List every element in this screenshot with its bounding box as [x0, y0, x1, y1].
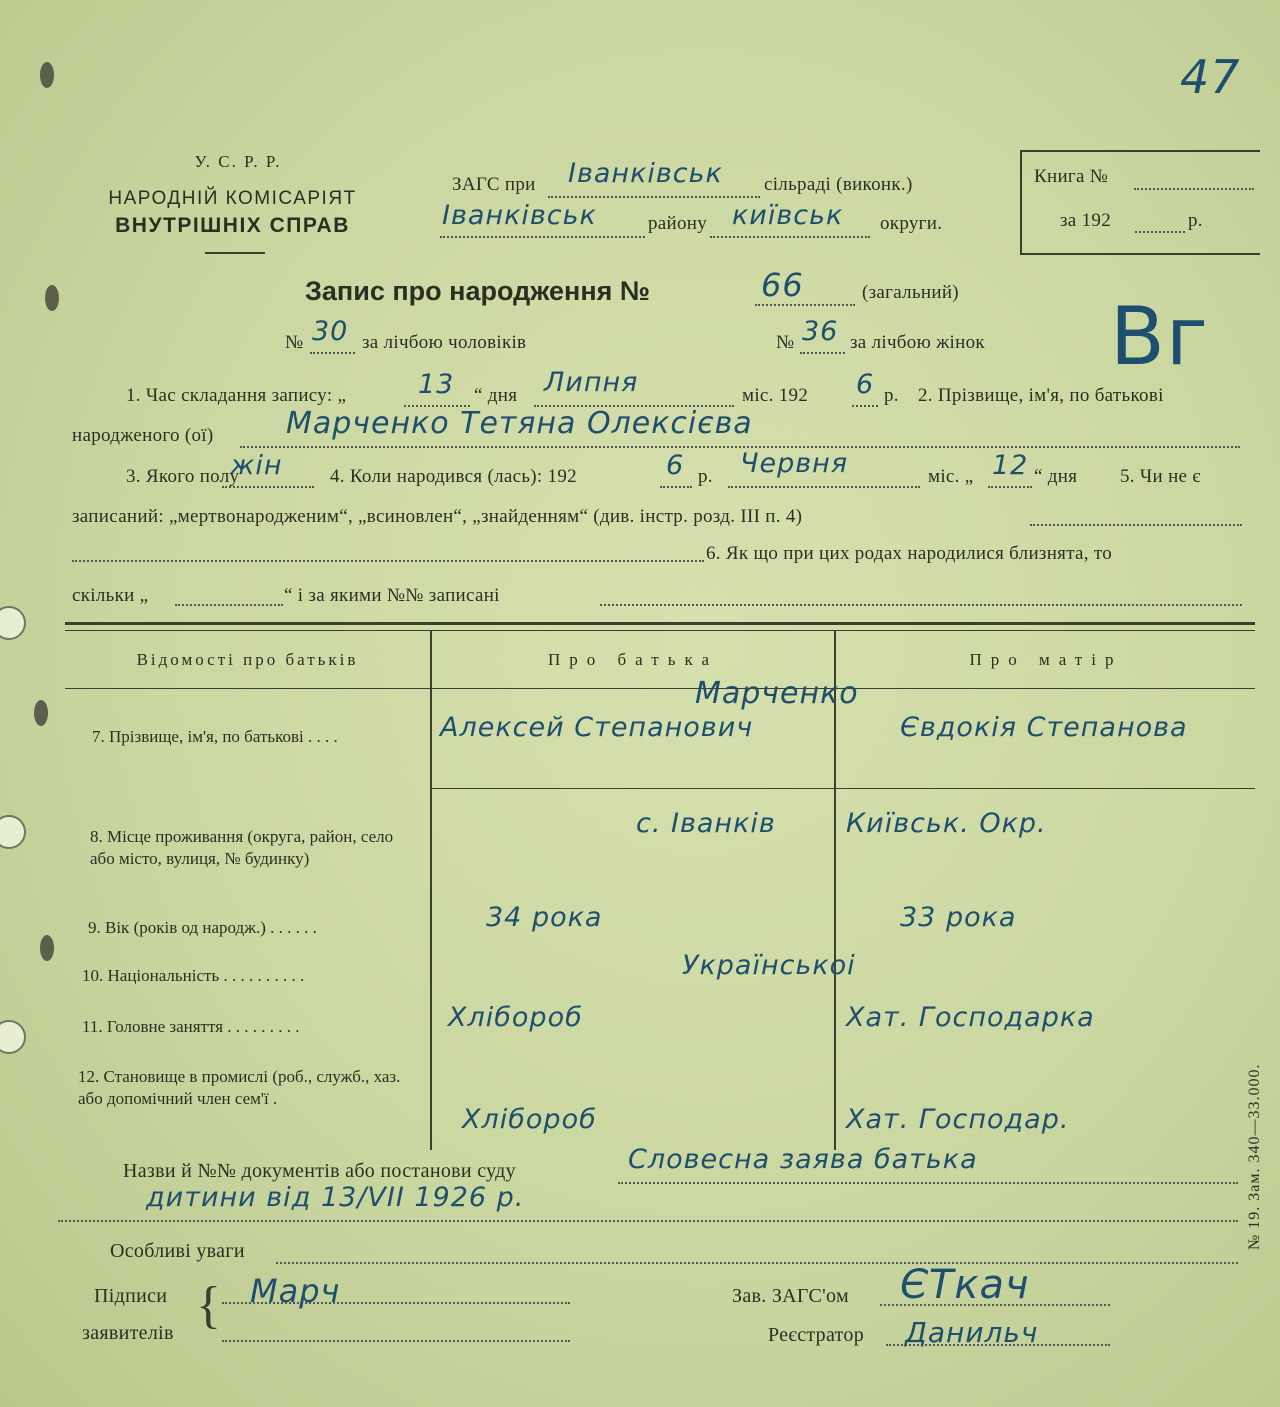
okruha-value: київськ [732, 200, 844, 231]
field4-month-field [728, 448, 920, 488]
row11-label: 11. Головне заняття . . . . . . . . . [82, 1017, 300, 1036]
field4-day: 12 [992, 450, 1029, 481]
applicant-sign-line2 [222, 1328, 570, 1342]
applicant-signature: Марч [250, 1272, 341, 1310]
field4-month: Червня [740, 448, 849, 479]
field5-label: 5. Чи не є [1120, 466, 1201, 487]
female-count-value: 36 [802, 316, 839, 347]
registrar-label: Реєстратор [768, 1324, 865, 1346]
binder-hole [0, 606, 26, 640]
row9-label: 9. Вік (років од народж.) . . . . . . [88, 918, 317, 937]
head-of-zags-label: Зав. ЗАГС'ом [732, 1285, 849, 1307]
zags-field [548, 158, 760, 198]
table-top-border [65, 622, 1255, 625]
field3-label: 3. Якого полу [126, 466, 240, 487]
field1-day: 13 [418, 369, 455, 400]
field4-month-suffix: міс. „ [928, 466, 974, 487]
book-box-left-border [1020, 150, 1022, 255]
nationality-across-columns: Українськоі [682, 950, 856, 981]
row8-mother: Київськ. Окр. [846, 808, 1047, 839]
brace: { [196, 1277, 221, 1334]
field3-field [222, 450, 314, 488]
field1-month-suffix: міс. 192 [742, 385, 809, 406]
row12-mother: Хат. Господар. [846, 1104, 1070, 1135]
born-name-field [240, 406, 1240, 448]
header-underline [205, 252, 265, 254]
row7-father: Алексей Степанович [440, 712, 754, 743]
documents-field [618, 1144, 1238, 1184]
female-count-prefix: № [776, 332, 795, 353]
raion-field [440, 200, 645, 238]
female-count-field [800, 316, 845, 354]
female-count-label: за лічбою жінок [850, 332, 985, 353]
zags-prefix: ЗАГС при [452, 174, 536, 195]
side-handwritten-mark: Вг [1110, 290, 1209, 383]
field1-label: 1. Час складання запису: „ [126, 385, 347, 406]
binder-hole [0, 1020, 26, 1054]
book-box-top-border [1020, 150, 1260, 152]
binder-hole [0, 815, 26, 849]
row9-mother: 33 рока [900, 902, 1017, 933]
born-name: Марченко Тетяна Олексієва [286, 406, 753, 441]
record-number-field [755, 266, 855, 306]
commissariat-line2: ВНУТРІШНІХ СПРАВ [115, 214, 350, 237]
book-number-field [1134, 176, 1254, 190]
field1-month: Липня [544, 367, 639, 398]
male-count-label: за лічбою чоловіків [362, 332, 527, 353]
male-count-field [310, 316, 355, 354]
registrar-signature: Данильч [905, 1316, 1039, 1349]
book-year-suffix: р. [1188, 210, 1203, 231]
col-header-mother: Про матір [969, 650, 1123, 669]
table-header-border [65, 688, 1255, 689]
row11-mother: Хат. Господарка [846, 1002, 1095, 1033]
notes-label: Особливі уваги [110, 1240, 245, 1262]
documents-field-line2 [58, 1182, 1238, 1222]
field4-year-field [660, 450, 692, 488]
field1-year: 6 [856, 369, 875, 400]
field1-year-field [852, 369, 878, 407]
book-year-field [1135, 219, 1185, 233]
zags-suffix: сільраді (виконк.) [764, 174, 913, 195]
ussr-label: У. С. Р. Р. [194, 152, 282, 171]
row7-label: 7. Прізвище, ім'я, по батькові . . . . [92, 727, 338, 746]
head-signature: ЄТкач [900, 1262, 1030, 1308]
born-label: народженого (ої) [72, 425, 214, 446]
stain-mark [45, 285, 59, 311]
stain-mark [40, 62, 54, 88]
male-count-value: 30 [312, 316, 349, 347]
twins-numbers-field [600, 592, 1242, 606]
row12-label: 12. Становище в промислі (роб., служб., хаз. або допомічний член сем'ї . [78, 1067, 401, 1108]
table-top-border-inner [65, 630, 1255, 631]
stain-mark [40, 935, 54, 961]
corner-archive-mark: 47 [1180, 50, 1241, 104]
col-header-father: Про батька [547, 650, 718, 669]
field4-year: 6 [666, 450, 685, 481]
twins-count-field [175, 592, 283, 606]
documents-label: Назви й №№ документів або постанови суду [123, 1160, 516, 1182]
row8-label: 8. Місце проживання (округа, район, село або місто, вулиця, № будинку) [90, 827, 394, 868]
zags-value: Іванківськ [568, 158, 723, 189]
record-title: Запис про народження № [305, 276, 651, 306]
row10-label: 10. Національність . . . . . . . . . . [82, 966, 305, 985]
okruha-field [710, 200, 870, 238]
field2-label: 2. Прізвище, ім'я, по батькові [918, 385, 1164, 406]
row12-father: Хлібороб [462, 1104, 597, 1135]
row7-border [432, 788, 1255, 789]
field6-line2b: “ і за якими №№ записані [284, 585, 500, 606]
table-col-divider-1 [430, 630, 432, 1150]
field5-line2: записаний: „мертвонародженим“, „всиновлен“, „знайденням“ (див. інстр. розд. III п. 4) [72, 506, 803, 527]
field4-day-field [988, 450, 1032, 488]
raion-label: району [648, 213, 708, 234]
field1-day-suffix: “ дня [474, 385, 518, 406]
record-number: 66 [761, 266, 804, 304]
signatures-label2: заявителів [82, 1322, 174, 1344]
print-code: № 19. Зам. 340—33.000. [1246, 1063, 1263, 1250]
field1-day-field [404, 369, 470, 407]
col-header-info: Відомості про батьків [136, 650, 359, 669]
signatures-label1: Підписи [94, 1285, 168, 1307]
field4-year-suffix: р. [698, 466, 713, 487]
field1-month-field [534, 367, 734, 407]
row11-father: Хлібороб [448, 1002, 583, 1033]
field1-year-suffix: р. [884, 385, 899, 406]
field6-label: 6. Як що при цих родах народилися близнята, то [706, 543, 1113, 564]
row7-mother: Євдокія Степанова [900, 712, 1188, 743]
field3-value: жін [230, 450, 283, 481]
documents-value-line2: дитини від 13/VII 1926 р. [146, 1182, 525, 1213]
record-title-suffix: (загальний) [862, 282, 959, 303]
field5-answer-field [1030, 512, 1242, 526]
male-count-prefix: № [285, 332, 304, 353]
book-year-prefix: за 192 [1060, 210, 1111, 231]
book-label: Книга № [1034, 166, 1109, 187]
commissariat-line1: НАРОДНІЙ КОМІСАРІЯТ [108, 188, 357, 209]
stain-mark [34, 700, 48, 726]
book-box-bottom-border [1020, 253, 1260, 255]
notes-field [276, 1250, 1238, 1264]
documents-value-line1: Словесна заява батька [628, 1144, 978, 1175]
field6-line2a: скільки „ [72, 585, 149, 606]
field5-answer-field-continued [72, 548, 704, 562]
field4-day-suffix: “ дня [1034, 466, 1078, 487]
field4-label: 4. Коли народився (лась): 192 [330, 466, 577, 487]
okruha-label: округи. [880, 213, 943, 234]
raion-value: Іванківськ [442, 200, 597, 231]
row8-father: с. Іванків [636, 808, 776, 839]
row9-father: 34 рока [486, 902, 603, 933]
surname-across-columns: Марченко [695, 676, 859, 711]
